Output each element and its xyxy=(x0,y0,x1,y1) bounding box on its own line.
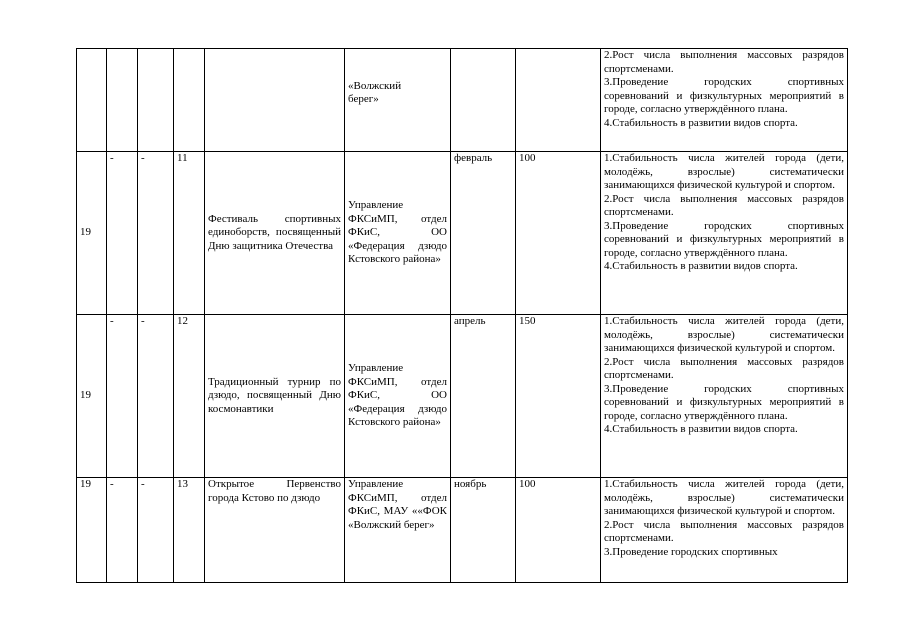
table-row xyxy=(77,49,848,152)
number-cell: 19 xyxy=(77,152,107,315)
table-row xyxy=(77,478,848,583)
month-cell xyxy=(451,49,516,152)
month-cell: ноябрь xyxy=(451,478,516,583)
event-name-cell: Традиционный турнир по дзюдо, посвященный Дню космонавтики xyxy=(205,315,345,478)
dash-cell: - xyxy=(107,315,138,478)
results-cell: 2.Рост числа выполнения массовых разрядов спортсменами. 3.Проведение городских спортивных соревнований и физкультурных мероприятий в городе, согласно утверждённого плана. 4.Стабильность в развитии видов спорта. xyxy=(601,49,848,152)
events-table xyxy=(76,48,848,583)
participants-cell xyxy=(516,49,601,152)
dash-cell xyxy=(138,49,174,152)
event-name-cell: Фестиваль спортивных единоборств, посвященный Дню защитника Отечества xyxy=(205,152,345,315)
dash-cell: - xyxy=(138,315,174,478)
organizer-cell xyxy=(345,49,451,152)
month-cell: апрель xyxy=(451,315,516,478)
event-name-cell xyxy=(205,49,345,152)
event-name-cell: Открытое Первенство города Кстово по дзюдо xyxy=(205,478,345,583)
dash-cell: - xyxy=(107,478,138,583)
participants-cell: 150 xyxy=(516,315,601,478)
results-cell: 1.Стабильность числа жителей города (дети, молодёжь, взрослые) систематически занимающихся физической культурой и спортом. 2.Рост числа выполнения массовых разрядов спортсменами. 3.Проведение городских спортивных соревнований и физкультурных мероприятий в городе, согласно утверждённого плана. 4.Стабильность в развитии видов спорта. xyxy=(601,152,848,315)
organizer-cell: Управление ФКСиМП, отдел ФКиС, ОО «Федерация дзюдо Кстовского района» xyxy=(345,152,451,315)
dash-cell: - xyxy=(107,152,138,315)
participants-cell: 100 xyxy=(516,478,601,583)
item-number-cell: 13 xyxy=(174,478,205,583)
number-cell: 19 xyxy=(77,315,107,478)
organizer-text: «Волжский берег» xyxy=(348,79,402,105)
item-number-cell xyxy=(174,49,205,152)
dash-cell xyxy=(107,49,138,152)
number-cell: 19 xyxy=(77,478,107,583)
number-cell xyxy=(77,49,107,152)
organizer-cell: Управление ФКСиМП, отдел ФКиС, ОО «Федерация дзюдо Кстовского района» xyxy=(345,315,451,478)
table-row xyxy=(77,315,848,478)
month-cell: февраль xyxy=(451,152,516,315)
results-cell: 1.Стабильность числа жителей города (дети, молодёжь, взрослые) систематически занимающихся физической культурой и спортом. 2.Рост числа выполнения массовых разрядов спортсменами. 3.Проведение городских спортивных xyxy=(601,478,848,583)
item-number-cell: 11 xyxy=(174,152,205,315)
organizer-cell: Управление ФКСиМП, отдел ФКиС, МАУ ««ФОК «Волжский берег» xyxy=(345,478,451,583)
dash-cell: - xyxy=(138,152,174,315)
table-row xyxy=(77,152,848,315)
dash-cell: - xyxy=(138,478,174,583)
item-number-cell: 12 xyxy=(174,315,205,478)
participants-cell: 100 xyxy=(516,152,601,315)
results-cell: 1.Стабильность числа жителей города (дети, молодёжь, взрослые) систематически занимающихся физической культурой и спортом. 2.Рост числа выполнения массовых разрядов спортсменами. 3.Проведение городских спортивных соревнований и физкультурных мероприятий в городе, согласно утверждённого плана. 4.Стабильность в развитии видов спорта. xyxy=(601,315,848,478)
